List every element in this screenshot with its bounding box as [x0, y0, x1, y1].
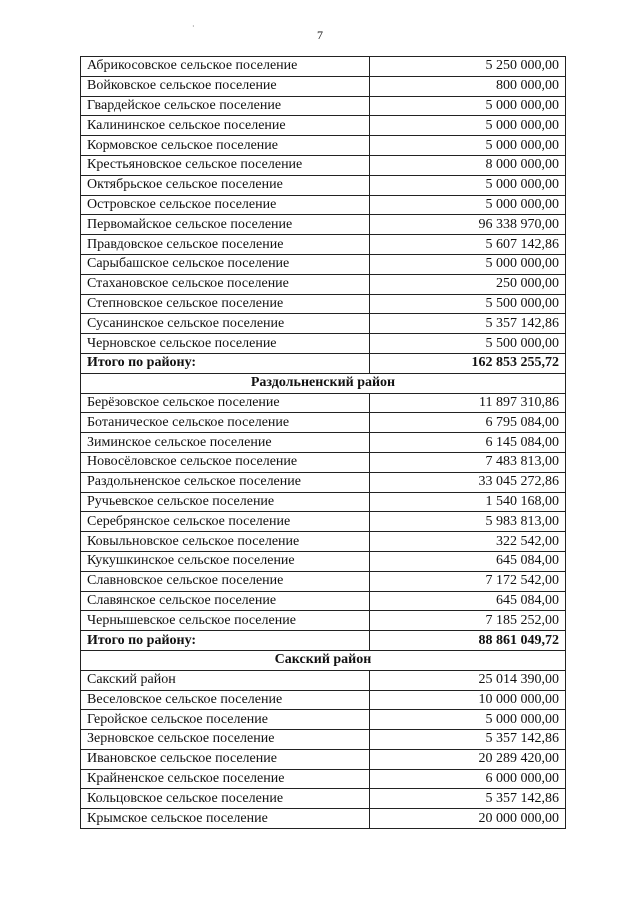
- settlement-name: Сусанинское сельское поселение: [81, 314, 370, 334]
- settlement-name: Гвардейское сельское поселение: [81, 96, 370, 116]
- table-row: [81, 452, 566, 472]
- allocation-amount: 33 045 272,86: [370, 472, 566, 492]
- district-total-row: [81, 353, 566, 373]
- allocation-amount: 5 000 000,00: [370, 195, 566, 215]
- table-row: [81, 116, 566, 136]
- table-row: [81, 591, 566, 611]
- total-amount: 88 861 049,72: [370, 631, 566, 651]
- settlement-name: Ботаническое сельское поселение: [81, 413, 370, 433]
- table-row: [81, 749, 566, 769]
- allocation-amount: 5 250 000,00: [370, 57, 566, 77]
- allocation-amount: 25 014 390,00: [370, 670, 566, 690]
- table-row: [81, 76, 566, 96]
- table-row: [81, 730, 566, 750]
- district-total-row: [81, 631, 566, 651]
- settlement-name: Степновское сельское поселение: [81, 294, 370, 314]
- settlement-name: Крайненское сельское поселение: [81, 769, 370, 789]
- table-row: [81, 433, 566, 453]
- allocation-amount: 5 000 000,00: [370, 254, 566, 274]
- table-row: [81, 96, 566, 116]
- table-row: [81, 809, 566, 829]
- allocation-amount: 11 897 310,86: [370, 393, 566, 413]
- settlement-name: Серебрянское сельское поселение: [81, 512, 370, 532]
- settlement-name: Зиминское сельское поселение: [81, 433, 370, 453]
- settlement-name: Кольцовское сельское поселение: [81, 789, 370, 809]
- allocation-amount: 5 000 000,00: [370, 175, 566, 195]
- settlement-name: Октябрьское сельское поселение: [81, 175, 370, 195]
- allocation-amount: 5 000 000,00: [370, 136, 566, 156]
- allocation-amount: 10 000 000,00: [370, 690, 566, 710]
- allocation-amount: 20 289 420,00: [370, 749, 566, 769]
- total-label: Итого по району:: [81, 353, 370, 373]
- table-row: [81, 175, 566, 195]
- allocation-amount: 5 000 000,00: [370, 710, 566, 730]
- settlement-name: Ковыльновское сельское поселение: [81, 532, 370, 552]
- settlement-name: Войковское сельское поселение: [81, 76, 370, 96]
- table-body: [81, 57, 566, 829]
- settlement-name: Черновское сельское поселение: [81, 334, 370, 354]
- table-row: [81, 571, 566, 591]
- allocation-amount: 1 540 168,00: [370, 492, 566, 512]
- allocation-amount: 800 000,00: [370, 76, 566, 96]
- settlement-name: Ивановское сельское поселение: [81, 749, 370, 769]
- table-row: [81, 512, 566, 532]
- settlement-name: Крымское сельское поселение: [81, 809, 370, 829]
- table-row: [81, 254, 566, 274]
- allocation-amount: 5 000 000,00: [370, 96, 566, 116]
- settlement-name: Славновское сельское поселение: [81, 571, 370, 591]
- settlement-name: Ручьевское сельское поселение: [81, 492, 370, 512]
- settlement-name: Чернышевское сельское поселение: [81, 611, 370, 631]
- settlement-name: Геройское сельское поселение: [81, 710, 370, 730]
- table-row: [81, 235, 566, 255]
- table-row: [81, 413, 566, 433]
- table-row: [81, 195, 566, 215]
- table-row: [81, 532, 566, 552]
- settlement-name: Калининское сельское поселение: [81, 116, 370, 136]
- table-row: [81, 155, 566, 175]
- allocation-amount: 6 145 084,00: [370, 433, 566, 453]
- allocation-amount: 322 542,00: [370, 532, 566, 552]
- table-row: [81, 393, 566, 413]
- allocation-amount: 645 084,00: [370, 591, 566, 611]
- settlement-name: Новосёловское сельское поселение: [81, 452, 370, 472]
- table-row: [81, 314, 566, 334]
- allocation-amount: 5 607 142,86: [370, 235, 566, 255]
- district-header-row: [81, 650, 566, 670]
- table-row: [81, 334, 566, 354]
- allocation-amount: 6 795 084,00: [370, 413, 566, 433]
- settlement-name: Первомайское сельское поселение: [81, 215, 370, 235]
- settlement-name: Островское сельское поселение: [81, 195, 370, 215]
- allocation-amount: 5 500 000,00: [370, 334, 566, 354]
- table-row: [81, 274, 566, 294]
- allocation-amount: 7 483 813,00: [370, 452, 566, 472]
- settlement-name: Кормовское сельское поселение: [81, 136, 370, 156]
- allocation-amount: 6 000 000,00: [370, 769, 566, 789]
- settlement-name: Сакский район: [81, 670, 370, 690]
- allocation-amount: 8 000 000,00: [370, 155, 566, 175]
- allocation-amount: 5 983 813,00: [370, 512, 566, 532]
- settlement-name: Кукушкинское сельское поселение: [81, 551, 370, 571]
- scan-speck: ·: [192, 22, 195, 31]
- settlement-name: Раздольненское сельское поселение: [81, 472, 370, 492]
- district-title: Сакский район: [81, 650, 566, 670]
- settlement-name: Веселовское сельское поселение: [81, 690, 370, 710]
- table-row: [81, 710, 566, 730]
- settlement-name: Славянское сельское поселение: [81, 591, 370, 611]
- table-row: [81, 551, 566, 571]
- allocation-amount: 5 357 142,86: [370, 789, 566, 809]
- allocation-amount: 20 000 000,00: [370, 809, 566, 829]
- settlement-name: Зерновское сельское поселение: [81, 730, 370, 750]
- table-row: [81, 472, 566, 492]
- table-row: [81, 789, 566, 809]
- allocation-amount: 96 338 970,00: [370, 215, 566, 235]
- total-amount: 162 853 255,72: [370, 353, 566, 373]
- settlement-name: Сарыбашское сельское поселение: [81, 254, 370, 274]
- allocation-amount: 5 357 142,86: [370, 730, 566, 750]
- table-row: [81, 769, 566, 789]
- table-row: [81, 136, 566, 156]
- table-row: [81, 670, 566, 690]
- table-row: [81, 215, 566, 235]
- table-row: [81, 57, 566, 77]
- district-header-row: [81, 373, 566, 393]
- allocation-amount: 7 185 252,00: [370, 611, 566, 631]
- budget-allocation-table: [80, 56, 566, 829]
- allocation-amount: 5 357 142,86: [370, 314, 566, 334]
- settlement-name: Берёзовское сельское поселение: [81, 393, 370, 413]
- allocation-amount: 5 000 000,00: [370, 116, 566, 136]
- settlement-name: Крестьяновское сельское поселение: [81, 155, 370, 175]
- settlement-name: Абрикосовское сельское поселение: [81, 57, 370, 77]
- table-row: [81, 294, 566, 314]
- table-row: [81, 690, 566, 710]
- settlement-name: Правдовское сельское поселение: [81, 235, 370, 255]
- allocation-amount: 645 084,00: [370, 551, 566, 571]
- settlement-name: Стахановское сельское поселение: [81, 274, 370, 294]
- allocation-amount: 250 000,00: [370, 274, 566, 294]
- table-row: [81, 492, 566, 512]
- table-row: [81, 611, 566, 631]
- page-number: 7: [317, 28, 323, 42]
- district-title: Раздольненский район: [81, 373, 566, 393]
- allocation-amount: 7 172 542,00: [370, 571, 566, 591]
- allocation-amount: 5 500 000,00: [370, 294, 566, 314]
- total-label: Итого по району:: [81, 631, 370, 651]
